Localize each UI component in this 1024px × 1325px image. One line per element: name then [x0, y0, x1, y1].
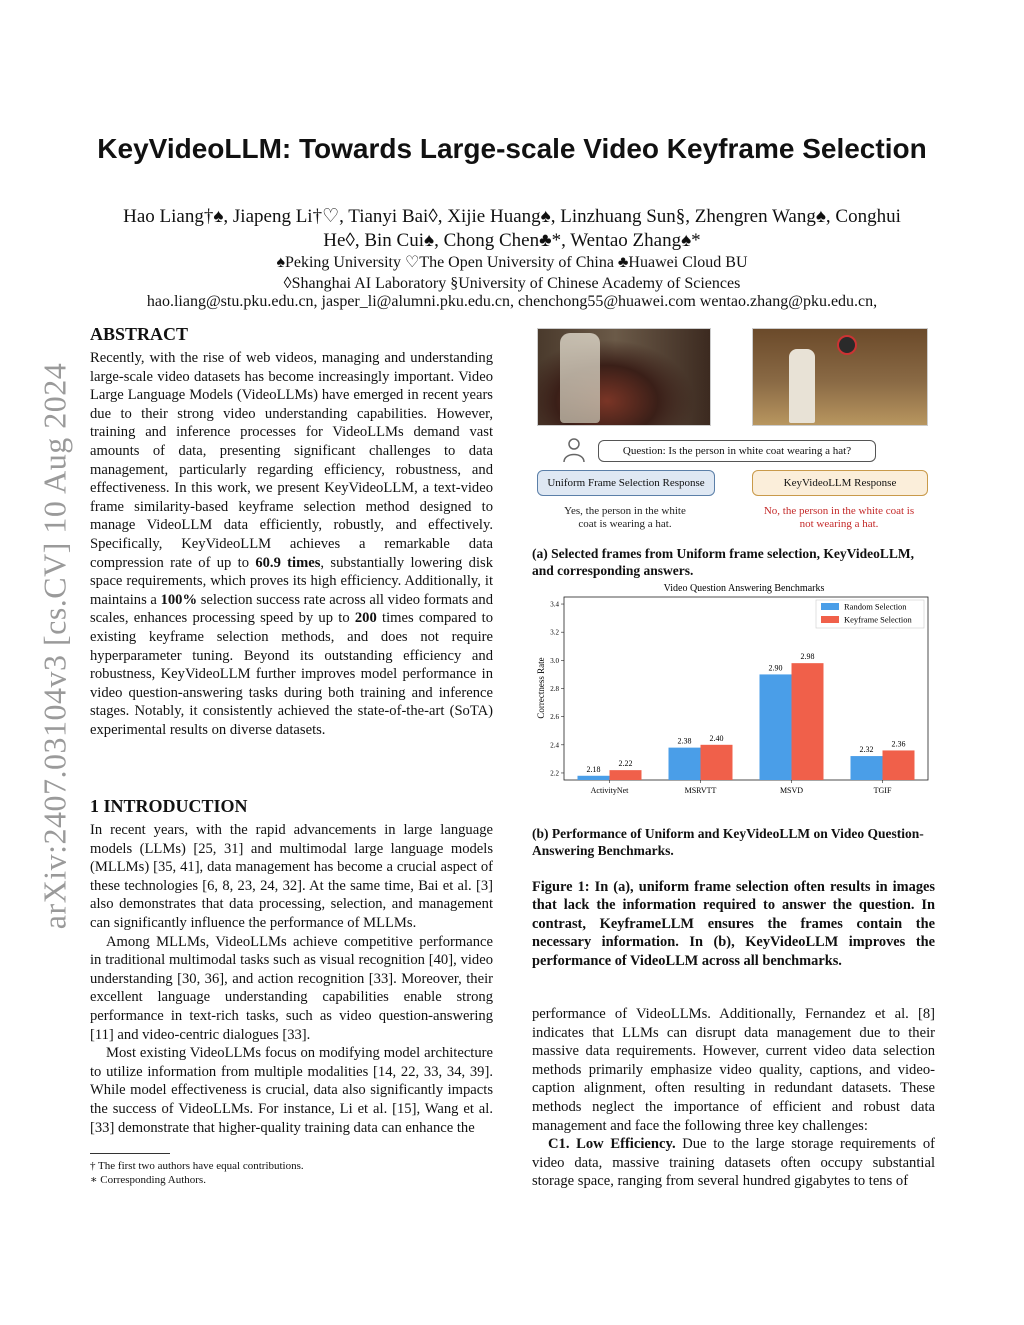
- intro-heading: 1 INTRODUCTION: [90, 796, 248, 816]
- bar-keyframe-selection: [883, 750, 915, 780]
- abstract-body: [90, 349, 493, 739]
- footnotes: [90, 1159, 493, 1187]
- authors-line-2: He◊, Bin Cui♠, Chong Chen♣*, Wentao Zhang♠*: [323, 230, 701, 251]
- figure-1-caption: Figure 1: In (a), uniform frame selection often results in images that lack the information required to answer the question. In contrast, KeyframeLLM ensures the frames contain the necessary information. In (b), KeyVideoLLM improves the performance of VideoLLM across all benchmarks.: [532, 879, 935, 969]
- bar-keyframe-selection: [610, 770, 642, 780]
- affiliations-line-1: ♠Peking University ♡The Open University of China ♣Huawei Cloud BU: [276, 254, 748, 271]
- y-tick-label: 2.6: [550, 713, 559, 722]
- bar-value-label: 2.32: [859, 745, 874, 755]
- affiliations: [80, 252, 944, 294]
- y-axis-label: Correctness Rate: [536, 657, 546, 719]
- uniform-answer: [537, 505, 713, 531]
- keyvideollm-response-label: KeyVideoLLM Response: [752, 470, 928, 496]
- legend-label-keyframe: Keyframe Selection: [844, 614, 912, 625]
- right-paragraph-1: performance of VideoLLMs. Additionally, Fernandez et al. [8] indicates that LLMs can disrupt data management due to their massive data requirements. However, current video data selection methods primarily emphasize video quality, captions, and video-caption alignment, often resulting in redundant datasets. These methods neglect the importance of efficient and robust data management and face the following three key challenges:: [532, 1006, 935, 1134]
- bar-random-selection: [760, 674, 792, 780]
- intro-paragraph-1: In recent years, with the rapid advancements in large language models (LLMs) [25, 31] and multimodal large language models (MLLMs) [35, 41], data management has become a crucial aspect of these technologies [6, 8, 23, 24, 32]. At the same time, Bai et al. [3] also demonstrates that data processing, selection, and management can significantly influence the performance of MLLMs.: [90, 822, 493, 931]
- bar-keyframe-selection: [792, 663, 824, 780]
- abstract-text-4: times compared to existing keyframe selection methods, and does not require hyperparameter tuning. Beyond its outstanding efficiency and robustness, KeyVideoLLM further improves model performance in video question-answering tasks during both training and inference stages. Notably, it consistently achieved the state-of-the-art (SoTA) experimental results on diverse datasets.: [90, 610, 493, 738]
- affiliations-line-2: ◊Shanghai AI Laboratory §University of Chinese Academy of Sciences: [283, 275, 741, 292]
- y-tick-label: 3.0: [550, 656, 559, 665]
- right-column-body: [532, 1005, 935, 1191]
- bar-keyframe-selection: [701, 745, 733, 780]
- authors-line-1: Hao Liang†♠, Jiapeng Li†♡, Tianyi Bai◊, Xijie Huang♠, Linzhuang Sun§, Zhengren Wang♠, Conghui: [123, 206, 901, 227]
- author-emails: hao.liang@stu.pku.edu.cn, jasper_li@alumni.pku.edu.cn, chenchong55@huawei.com wentao.zhang@pku.edu.cn,: [146, 293, 878, 310]
- bar-value-label: 2.36: [891, 739, 906, 749]
- footnote-equal-contribution: † The first two authors have equal contributions.: [90, 1160, 304, 1172]
- dartboard-figure: [837, 335, 857, 355]
- challenge-c1-heading: C1. Low Efficiency.: [548, 1136, 676, 1153]
- footnote-corresponding: ∗ Corresponding Authors.: [90, 1174, 206, 1186]
- keyframe-photo: [752, 328, 928, 426]
- x-tick-label: ActivityNet: [590, 786, 629, 795]
- chart-legend: [816, 600, 924, 628]
- x-tick-label: MSVD: [779, 786, 804, 795]
- arxiv-id: arXiv:2407.03104v3 [cs.CV] 10 Aug 2024: [36, 362, 73, 930]
- x-tick-label: TGIF: [873, 786, 892, 795]
- abstract-bold-success: 100%: [160, 591, 198, 608]
- person-figure: [789, 349, 815, 423]
- user-icon: [560, 436, 588, 464]
- intro-paragraph-2: Among MLLMs, VideoLLMs achieve competitive performance in traditional multimodal tasks such as visual recognition [40], video understanding [30, 36], and action recognition [33]. Moreover, their excellent language understanding capabilities enable strong performance in text-rich tasks, such as video question-answering [11] and video-centric dialogues [33].: [90, 933, 493, 1043]
- bar-random-selection: [669, 748, 701, 780]
- legend-label-random: Random Selection: [844, 601, 907, 612]
- y-tick-label: 2.2: [550, 769, 559, 778]
- legend-swatch-keyframe: [821, 616, 839, 623]
- y-tick-label: 3.4: [550, 600, 559, 609]
- bar-random-selection: [851, 756, 883, 780]
- chart-title: Video Question Answering Benchmarks: [663, 583, 825, 594]
- y-tick-label: 2.8: [550, 685, 559, 693]
- figure-a-caption: (a) Selected frames from Uniform frame selection, KeyVideoLLM, and corresponding answers.: [532, 546, 915, 578]
- uniform-response-label: Uniform Frame Selection Response: [537, 470, 715, 496]
- bar-value-label: 2.90: [768, 663, 783, 673]
- legend-swatch-random: [821, 603, 839, 610]
- uniform-answer-line-1: Yes, the person in the white: [564, 505, 686, 517]
- abstract-text-1: Recently, with the rise of web videos, managing and understanding large-scale video datasets has become increasingly important. Video Large Language Models (VideoLLMs) have emerged in recent years due to their strong video understanding capabilities. However, training and inference processes for VideoLLMs demand vast amounts of data, presenting significant challenges to data management, particularly regarding efficiency, robustness, and effectiveness. In this work, we present KeyVideoLLM, a text-video frame similarity-based keyframe selection method designed to manage VideoLLM data efficiently, robustly, and effectively. Specifically, KeyVideoLLM achieves a remarkable data compression rate of up to: [90, 350, 493, 571]
- footnote-rule: [90, 1153, 170, 1154]
- abstract-heading: ABSTRACT: [90, 324, 189, 344]
- bar-value-label: 2.38: [677, 736, 692, 746]
- y-tick-label: 3.2: [550, 628, 559, 637]
- bar-random-selection: [578, 776, 610, 780]
- question-bubble: Question: Is the person in white coat wearing a hat?: [598, 440, 876, 462]
- y-tick-label: 2.4: [550, 741, 559, 750]
- y-axis-ticks: [550, 601, 564, 778]
- intro-paragraph-3: Most existing VideoLLMs focus on modifying model architecture to utilize information from multiple modalities [14, 22, 33, 34, 39]. While model effectiveness is crucial, data also significantly impacts the success of VideoLLMs. For instance, Li et al. [15], Wang et al. [33] demonstrate that higher-quality training data can enhance the: [90, 1045, 493, 1136]
- x-tick-label: MSRVTT: [684, 786, 717, 795]
- keyvideollm-answer: [748, 505, 930, 531]
- intro-body: [90, 821, 493, 1137]
- bar-value-label: 2.22: [618, 759, 633, 769]
- arxiv-stamp: [30, 346, 80, 946]
- abstract-text-2: , substantially lowering disk space requirements, which proves its high efficiency. Additionally, it maintains a: [90, 554, 493, 608]
- figure-b-caption: (b) Performance of Uniform and KeyVideoLLM on Video Question-Answering Benchmarks.: [532, 826, 924, 858]
- bar-value-label: 2.40: [709, 733, 724, 743]
- bar-value-label: 2.18: [586, 764, 601, 774]
- keyvideollm-answer-line-2: not wearing a hat.: [799, 518, 879, 530]
- bar-group: [578, 652, 915, 780]
- abstract-text-3: selection success rate across all video formats and scales, enhances processing speed by up to: [90, 591, 493, 627]
- keyvideollm-answer-line-1: No, the person in the white coat is: [763, 505, 915, 517]
- benchmark-bar-chart: [532, 580, 937, 812]
- x-axis-ticks: [591, 780, 892, 795]
- bar-value-label: 2.98: [800, 652, 815, 662]
- abstract-bold-speed: 200: [354, 610, 377, 627]
- abstract-bold-compression: 60.9 times: [255, 554, 321, 571]
- person-white-coat-figure: [560, 333, 600, 423]
- challenge-c1-text: Due to the large storage requirements of video data, massive training datasets often occupy substantial storage space, ranging from several hundred gigabytes to tens of: [532, 1136, 936, 1190]
- author-list: [80, 205, 944, 253]
- challenge-c1: [532, 1135, 935, 1191]
- uniform-answer-line-2: coat is wearing a hat.: [578, 518, 672, 530]
- uniform-frame-photo: [537, 328, 711, 426]
- paper-title: KeyVideoLLM: Towards Large-scale Video Keyframe Selection: [97, 133, 927, 164]
